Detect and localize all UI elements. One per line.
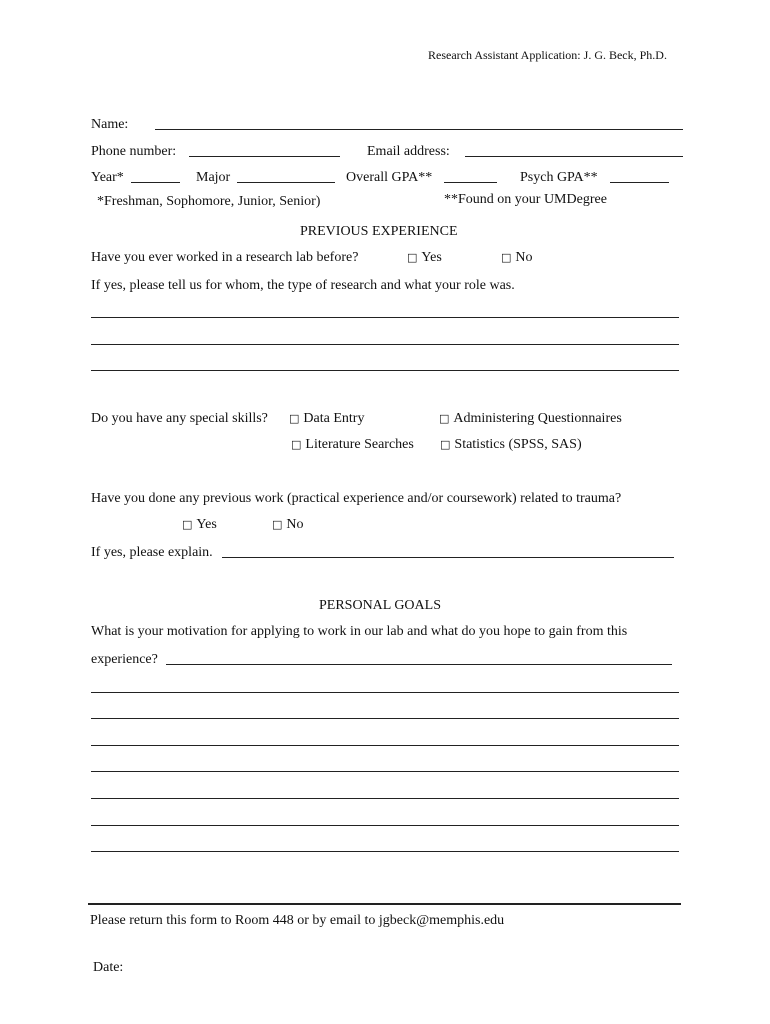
date-label: Date: (93, 960, 124, 975)
psych-gpa-field[interactable] (610, 182, 669, 183)
yes-label: Yes (196, 517, 217, 532)
trauma-followup: If yes, please explain. (91, 545, 213, 560)
psych-gpa-label: Psych GPA** (520, 170, 598, 185)
answer-line[interactable] (166, 664, 672, 665)
answer-line[interactable] (91, 718, 679, 719)
research-lab-no-option[interactable] (501, 250, 533, 266)
research-lab-yes-option[interactable] (407, 250, 442, 266)
skill-questionnaires-option[interactable] (439, 411, 622, 427)
overall-gpa-field[interactable] (444, 182, 497, 183)
email-field[interactable] (465, 156, 683, 157)
major-field[interactable] (237, 182, 335, 183)
skill-label: Literature Searches (305, 437, 414, 452)
answer-line[interactable] (91, 692, 679, 693)
yes-label: Yes (421, 250, 442, 265)
motivation-question-cont: experience? (91, 652, 158, 667)
skill-statistics-option[interactable] (440, 437, 582, 453)
skill-label: Administering Questionnaires (453, 411, 622, 426)
year-field[interactable] (131, 182, 180, 183)
answer-line[interactable] (91, 771, 679, 772)
answer-line[interactable] (91, 825, 679, 826)
gpa-note: **Found on your UMDegree (444, 192, 607, 207)
checkbox-icon[interactable]: □ (439, 412, 450, 425)
research-lab-followup: If yes, please tell us for whom, the type of research and what your role was. (91, 278, 515, 293)
skill-label: Data Entry (303, 411, 365, 426)
name-label: Name: (91, 117, 129, 132)
return-instructions: Please return this form to Room 448 or by email to jgbeck@memphis.edu (90, 913, 505, 928)
skill-label: Statistics (SPSS, SAS) (454, 437, 582, 452)
skills-question: Do you have any special skills? (91, 411, 268, 426)
checkbox-icon[interactable]: □ (440, 438, 451, 451)
no-label: No (286, 517, 304, 532)
phone-label: Phone number: (91, 144, 177, 159)
year-note: *Freshman, Sophomore, Junior, Senior) (97, 194, 321, 209)
skill-data-entry-option[interactable] (289, 411, 364, 427)
trauma-no-option[interactable] (272, 517, 304, 533)
email-label: Email address: (367, 144, 450, 159)
phone-field[interactable] (189, 156, 340, 157)
answer-line[interactable] (91, 745, 679, 746)
trauma-question: Have you done any previous work (practical experience and/or coursework) related to trauma? (91, 491, 622, 506)
answer-line[interactable] (91, 317, 679, 318)
research-lab-question: Have you ever worked in a research lab before? (91, 250, 359, 265)
checkbox-icon[interactable]: □ (291, 438, 302, 451)
year-label: Year* (91, 170, 124, 185)
motivation-question: What is your motivation for applying to work in our lab and what do you hope to gain from this (91, 624, 628, 639)
trauma-yes-option[interactable] (182, 517, 217, 533)
checkbox-icon[interactable]: □ (182, 518, 193, 531)
checkbox-icon[interactable]: □ (272, 518, 283, 531)
checkbox-icon[interactable]: □ (407, 251, 418, 264)
major-label: Major (196, 170, 231, 185)
no-label: No (515, 250, 533, 265)
personal-goals-heading: PERSONAL GOALS (319, 598, 441, 613)
answer-line[interactable] (91, 344, 679, 345)
checkbox-icon[interactable]: □ (501, 251, 512, 264)
trauma-explain-field[interactable] (222, 557, 674, 558)
checkbox-icon[interactable]: □ (289, 412, 300, 425)
answer-line[interactable] (91, 798, 679, 799)
overall-gpa-label: Overall GPA** (346, 170, 433, 185)
document-header: Research Assistant Application: J. G. Beck, Ph.D. (428, 48, 667, 62)
previous-experience-heading: PREVIOUS EXPERIENCE (300, 224, 458, 239)
skill-literature-option[interactable] (291, 437, 414, 453)
footer-divider (88, 903, 681, 905)
answer-line[interactable] (91, 370, 679, 371)
name-field[interactable] (155, 129, 683, 130)
answer-line[interactable] (91, 851, 679, 852)
